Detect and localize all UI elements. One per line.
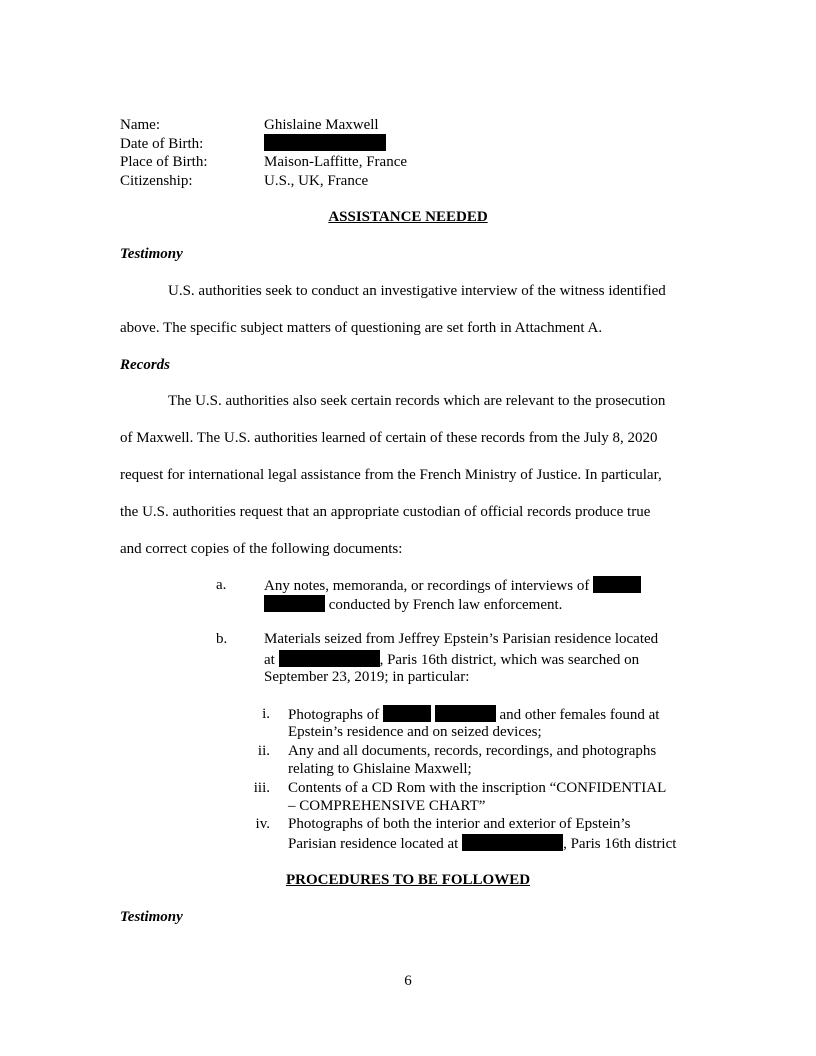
item-iii-line: – COMPREHENSIVE CHART” [288, 798, 486, 814]
name-value: Ghislaine Maxwell [264, 117, 379, 133]
item-iv-text: Parisian residence located at [288, 836, 459, 852]
item-a-text: conducted by French law enforcement. [328, 597, 563, 613]
redaction [264, 595, 325, 612]
procedures-testimony-heading: Testimony [120, 909, 183, 925]
item-ii-line: Any and all documents, records, recordings, and photographs [288, 743, 657, 759]
item-i-text: and other females found at [499, 707, 660, 723]
item-iv-label: iv. [255, 816, 270, 832]
item-b-line: Materials seized from Jeffrey Epstein’s Parisian residence located [264, 631, 659, 647]
item-b-text: , Paris 16th district, which was searched on [379, 652, 640, 668]
pob-label: Place of Birth: [120, 154, 208, 170]
redaction [462, 834, 563, 851]
page-number: 6 [404, 973, 412, 989]
item-ii-line: relating to Ghislaine Maxwell; [288, 761, 472, 777]
pob-value: Maison-Laffitte, France [264, 154, 408, 170]
testimony-paragraph-line: U.S. authorities seek to conduct an investigative interview of the witness identified [168, 283, 666, 299]
records-paragraph-line: of Maxwell. The U.S. authorities learned of certain of these records from the July 8, 2020 [120, 430, 658, 446]
item-b-line: September 23, 2019; in particular: [264, 669, 470, 685]
assistance-heading: ASSISTANCE NEEDED [328, 209, 488, 225]
procedures-heading: PROCEDURES TO BE FOLLOWED [285, 872, 531, 888]
item-a-label: a. [216, 577, 227, 593]
item-iii-line: Contents of a CD Rom with the inscription “CONFIDENTIAL [288, 780, 667, 796]
redaction [593, 576, 641, 593]
item-iv-line [288, 834, 676, 853]
redaction [383, 705, 431, 722]
citizenship-label: Citizenship: [120, 173, 193, 189]
item-i-label: i. [262, 706, 270, 722]
item-iv-text: , Paris 16th district [563, 836, 677, 852]
testimony-heading: Testimony [120, 246, 183, 262]
name-label: Name: [120, 117, 160, 133]
item-ii-label: ii. [257, 743, 270, 759]
testimony-paragraph-line: above. The specific subject matters of questioning are set forth in Attachment A. [120, 320, 603, 336]
item-b-line [264, 650, 639, 669]
item-b-label: b. [216, 631, 228, 647]
records-heading: Records [120, 357, 170, 373]
item-a-line [264, 595, 562, 614]
records-paragraph-line: the U.S. authorities request that an appropriate custodian of official records produce true [120, 504, 651, 520]
citizenship-value: U.S., UK, France [264, 173, 369, 189]
item-i-text: Photographs of [288, 707, 380, 723]
records-paragraph-line: request for international legal assistance from the French Ministry of Justice. In particular, [120, 467, 662, 483]
item-iv-line: Photographs of both the interior and exterior of Epstein’s [288, 816, 631, 832]
records-paragraph-line: The U.S. authorities also seek certain records which are relevant to the prosecution [168, 393, 666, 409]
item-b-text: at [264, 652, 275, 668]
redaction [435, 705, 496, 722]
dob-redaction [264, 134, 386, 153]
records-paragraph-line: and correct copies of the following documents: [120, 541, 403, 557]
item-a-text: Any notes, memoranda, or recordings of interviews of [264, 578, 590, 594]
item-i-line [288, 705, 659, 724]
redaction [279, 650, 380, 667]
dob-label: Date of Birth: [120, 136, 204, 152]
item-a-line [264, 576, 641, 595]
item-i-line: Epstein’s residence and on seized devices; [288, 724, 542, 740]
item-iii-label: iii. [253, 780, 270, 796]
